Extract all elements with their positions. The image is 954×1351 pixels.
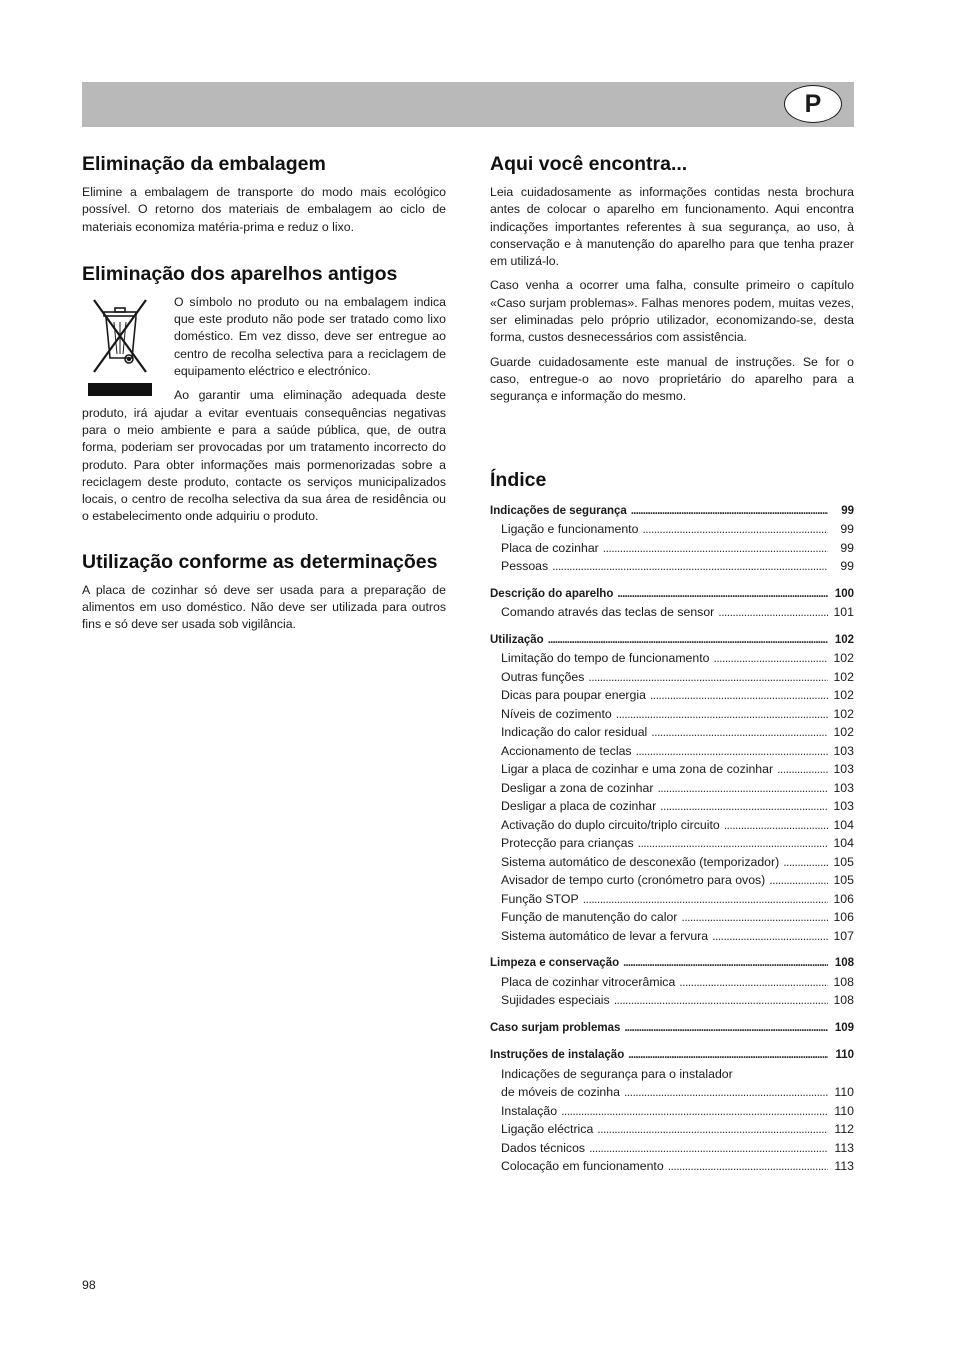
toc-entry-line[interactable]: Indicações de segurança para o instalador	[501, 1066, 733, 1081]
text-old-appliances-2: Ao garantir uma eliminação adequada deste produto, irá ajudar a evitar eventuais consequências negativas para o meio ambiente e para a saúde pública, que, de outra forma, poderiam ser provocadas por um tratamento incorrecto do produto. Para obter informações mais pormenorizadas sobre a reciclagem deste produto, contacte os serviços municipalizados locais, o centro de recolha selectiva da sua área de residência ou o estabelecimento onde adquiriu o produto.	[82, 388, 446, 524]
toc-entry[interactable]: Sujidades especiais . . . 108	[490, 991, 854, 1010]
toc-entry[interactable]: Caso surjam problemas . . . 109	[490, 1019, 854, 1038]
language-badge: P	[784, 85, 842, 123]
toc-entry[interactable]: Accionamento de teclas . . . 103	[490, 742, 854, 761]
toc-entry[interactable]: Indicação do calor residual . . . 102	[490, 723, 854, 742]
toc-entry[interactable]: de móveis de cozinha . . . 110	[490, 1083, 854, 1102]
toc-entry[interactable]: Placa de cozinhar . . . 99	[490, 539, 854, 558]
page-number: 98	[82, 1278, 96, 1292]
table-of-contents	[490, 502, 854, 1176]
text-intro-3: Guarde cuidadosamente este manual de instruções. Se for o caso, entregue-o ao novo proprietário do aparelho para a segurança e informação do mesmo.	[490, 354, 854, 404]
toc-entry[interactable]: Indicações de segurança . . . 99	[490, 502, 854, 521]
toc-entry[interactable]: Ligação eléctrica . . . 112	[490, 1120, 854, 1139]
toc-entry[interactable]: Utilização . . . 102	[490, 631, 854, 650]
text-intro-1: Leia cuidadosamente as informações contidas nesta brochura antes de colocar o aparelho em funcionamento. Aqui encontra indicações importantes referentes à sua segurança, ao uso, à conservação e à manutenção do aparelho para que tenha prazer em utilizá-lo.	[490, 185, 854, 269]
toc-entry[interactable]: Comando através das teclas de sensor . . . 101	[490, 603, 854, 622]
toc-entry[interactable]: Sistema automático de levar a fervura . . . 107	[490, 927, 854, 946]
toc-entry[interactable]: Descrição do aparelho . . . 100	[490, 585, 854, 604]
text-old-appliances-1: O símbolo no produto ou na embalagem indica que este produto não pode ser tratado como lixo doméstico. Em vez disso, deve ser entregue ao centro de recolha selectiva para a reciclagem de equipamento eléctrico e electrónico.	[174, 294, 446, 379]
toc-entry[interactable]: Ligar a placa de cozinhar e uma zona de cozinhar . . . 103	[490, 760, 854, 779]
toc-entry[interactable]: Outras funções . . . 102	[490, 668, 854, 687]
toc-group-description	[490, 585, 854, 622]
toc-group-cleaning	[490, 954, 854, 1010]
toc-entry[interactable]: Instruções de instalação . . . 110	[490, 1046, 854, 1065]
text-intended-use: A placa de cozinhar só deve ser usada para a preparação de alimentos em uso doméstico. Não deve ser utilizada para outros fins e só deve ser usada sob vigilância.	[82, 582, 446, 632]
section-packaging	[82, 152, 446, 236]
heading-packaging: Eliminação da embalagem	[82, 153, 326, 175]
toc-entry[interactable]: Limitação do tempo de funcionamento . . . 102	[490, 649, 854, 668]
text-intro-2: Caso venha a ocorrer uma falha, consulte primeiro o capítulo «Caso surjam problemas». Falhas menores podem, muitas vezes, ser eliminadas pelo próprio utilizador, economizando-se, desta forma, custos desnecessários com assistência.	[490, 278, 854, 345]
section-old-appliances	[82, 262, 446, 526]
toc-entry[interactable]: Ligação e funcionamento . . . 99	[490, 520, 854, 539]
toc-entry[interactable]: Função STOP . . . 106	[490, 890, 854, 909]
heading-intro: Aqui você encontra...	[490, 153, 688, 175]
right-column	[490, 152, 854, 1185]
toc-group-installation	[490, 1046, 854, 1176]
toc-entry[interactable]: Dicas para poupar energia . . . 102	[490, 686, 854, 705]
section-intro	[490, 152, 854, 406]
toc-entry[interactable]: Activação do duplo circuito/triplo circuito . . . 104	[490, 816, 854, 835]
heading-index: Índice	[490, 468, 547, 491]
toc-entry[interactable]: Pessoas . . . 99	[490, 557, 854, 576]
text-packaging: Elimine a embalagem de transporte do modo mais ecológico possível. O retorno dos materiais de embalagem ao ciclo de materiais economiza matéria-prima e reduz o lixo.	[82, 185, 446, 234]
section-intended-use	[82, 550, 446, 634]
toc-entry[interactable]: Sistema automático de desconexão (temporizador) . . . 105	[490, 853, 854, 872]
toc-entry[interactable]: Colocação em funcionamento . . . 113	[490, 1157, 854, 1176]
toc-entry[interactable]: Função de manutenção do calor . . . 106	[490, 908, 854, 927]
toc-entry[interactable]: Placa de cozinhar vitrocerâmica . . . 108	[490, 973, 854, 992]
toc-entry[interactable]: Limpeza e conservação . . . 108	[490, 954, 854, 973]
toc-entry[interactable]: Instalação . . . 110	[490, 1102, 854, 1121]
crossed-bin-icon	[82, 294, 158, 398]
toc-group-problems	[490, 1019, 854, 1038]
toc-entry[interactable]: Desligar a placa de cozinhar . . . 103	[490, 797, 854, 816]
toc-entry[interactable]: Dados técnicos . . . 113	[490, 1139, 854, 1158]
toc-entry[interactable]: Protecção para crianças . . . 104	[490, 834, 854, 853]
heading-old-appliances: Eliminação dos aparelhos antigos	[82, 262, 398, 285]
toc-group-safety	[490, 502, 854, 576]
header-bar	[82, 82, 854, 127]
left-column	[82, 152, 446, 654]
toc-group-use	[490, 631, 854, 946]
heading-intended-use: Utilização conforme as determinações	[82, 550, 438, 573]
toc-entry[interactable]: Desligar a zona de cozinhar . . . 103	[490, 779, 854, 798]
toc-entry[interactable]: Níveis de cozimento . . . 102	[490, 705, 854, 724]
toc-entry[interactable]: Avisador de tempo curto (cronómetro para ovos) . . . 105	[490, 871, 854, 890]
